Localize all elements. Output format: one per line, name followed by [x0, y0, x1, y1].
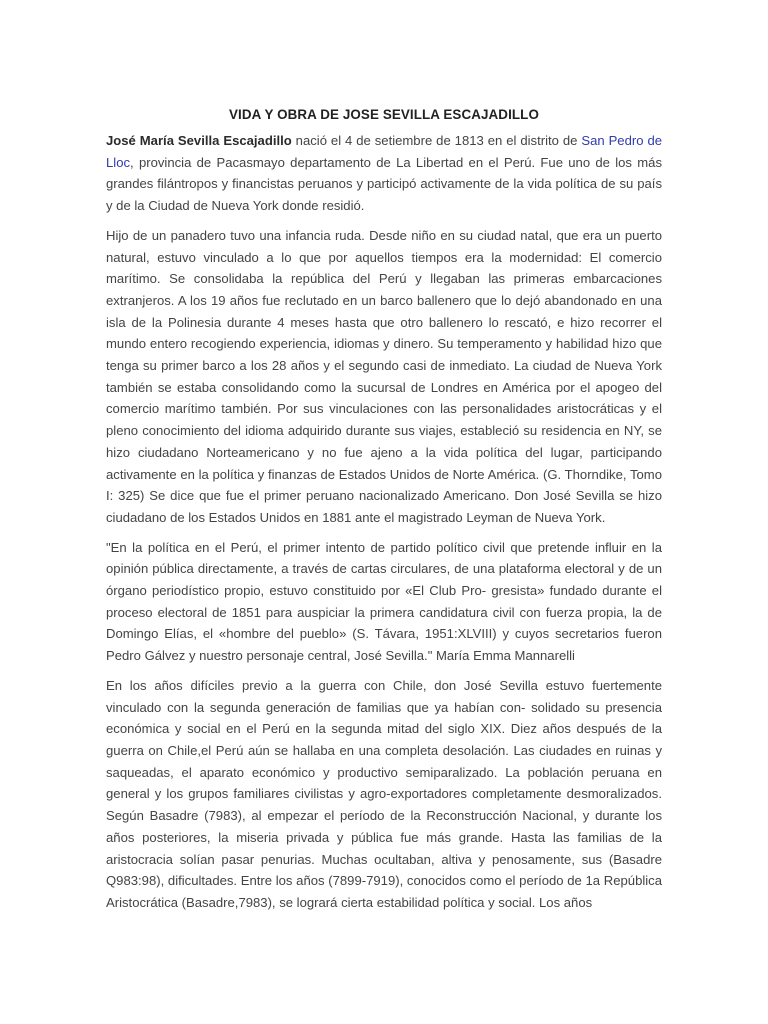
paragraph-2: Hijo de un panadero tuvo una infancia ruda. Desde niño en su ciudad natal, que era un puerto natural, estuvo vinculado a lo que por aquellos tiempos era la modernidad: El comercio marítimo. Se consolidaba la república del Perú y llegaban las primeras embarcaciones extranjeros. A los 19 años fue reclutado en un barco ballenero que lo dejó abandonado en una isla de la Polinesia durante 4 meses hasta que otro ballenero lo rescató, e hizo recorrer el mundo entero recogiendo experiencia, idiomas y dinero. Su temperamento y habilidad hizo que tenga su primer barco a los 28 años y el segundo casi de inmediato. La ciudad de Nueva York también se estaba consolidando como la sucursal de Londres en América por el apogeo del comercio marítimo también. Por sus vinculaciones con las personalidades aristocráticas y el pleno conocimiento del idioma adquirido durante sus viajes, estableció su residencia en NY, se hizo ciudadano Norteamericano y no fue ajeno a la vida política del lugar, participando activamente en la política y finanzas de Estados Unidos de Norte América. (G. Thorndike, Tomo I: 325) Se dice que fue el primer peruano nacionalizado Americano. Don José Sevilla se hizo ciudadano de los Estados Unidos en 1881 ante el magistrado Leyman de Nueva York.	[106, 227, 662, 525]
san-pedro-de-lloc-link[interactable]: San Pedro de Lloc	[106, 133, 663, 170]
document-title: VIDA Y OBRA DE JOSE SEVILLA ESCAJADILLO	[229, 107, 539, 122]
document-page	[106, 104, 662, 922]
paragraph-1-text-b: , provincia de Pacasmayo departamento de La Libertad en el Perú. Fue uno de los más grandes filántropos y financistas peruanos y participó activamente de la vida política de su país y de la Ciudad de Nueva York donde residió.	[106, 154, 662, 214]
paragraph-4: En los años difíciles previo a la guerra con Chile, don José Sevilla estuvo fuertemente vinculado con la segunda generación de familias que ya habían con- solidado su presencia económica y social en el Perú en la segunda mitad del siglo XIX. Diez años después de la guerra on Chile,el Perú aún se hallaba en una completa desolación. Las ciudades en ruinas y saqueadas, el aparato económico y productivo semiparalizado. La población peruana en general y los grupos familiares civilistas y agro-exportadores completamente desmoralizados. Según Basadre (7983), al empezar el período de la Reconstrucción Nacional, y durante los años posteriores, la miseria privada y pública fue más grande. Hasta las familias de la aristocracia solían pasar penurias. Muchas ocultaban, altiva y penosamente, sus (Basadre Q983:98), dificultades. Entre los años (7899-7919), conocidos como el período de 1a República Aristocrática (Basadre,7983), se logrará cierta estabilidad política y social. Los años	[106, 677, 662, 910]
paragraph-3-quote: "En la política en el Perú, el primer intento de partido político civil que pretende influir en la opinión pública directamente, a través de cartas circulares, de una plataforma electoral y de un órgano periodístico propio, estuvo constituido por «El Club Pro- gresista» fundado durante el proceso electoral de 1851 para auspiciar la primera candidatura civil con fuerza propia, la de Domingo Elías, el «hombre del pueblo» (S. Távara, 1951:XLVIII) y cuyos secretarios fueron Pedro Gálvez y nuestro personaje central, José Sevilla." María Emma Mannarelli	[106, 539, 662, 664]
paragraph-1	[106, 130, 662, 217]
person-name-bold: José María Sevilla Escajadillo	[106, 133, 292, 148]
paragraph-1-text-a: nació el 4 de setiembre de 1813 en el distrito de	[291, 133, 582, 148]
